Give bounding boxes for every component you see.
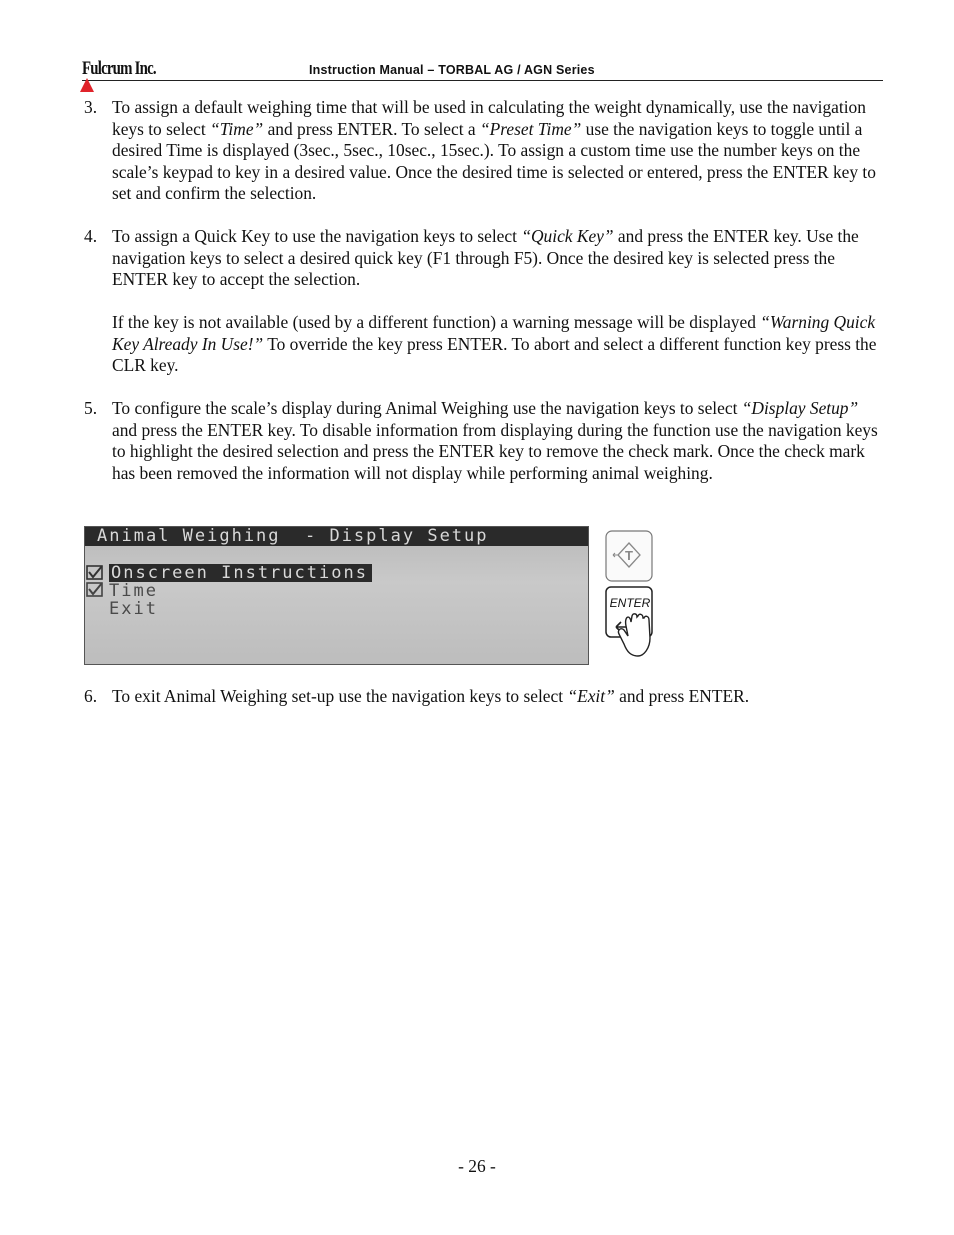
item-number: 4. bbox=[84, 226, 98, 246]
lcd-title: Animal Weighing - Display Setup bbox=[97, 526, 489, 546]
header-title: Instruction Manual – TORBAL AG / AGN Series bbox=[309, 63, 595, 77]
page-number: - 26 - bbox=[458, 1156, 496, 1176]
svg-text:T: T bbox=[625, 548, 633, 563]
lcd-option-exit: Exit bbox=[109, 599, 158, 619]
item-text: To assign a Quick Key to use the navigation keys to select “Quick Key” and press the ENTER key. Use the navigation keys to select a desired quick key (F1 through F5). Once the desired key is selected press the ENTER key to accept the selection. bbox=[112, 226, 859, 290]
logo-triangle-icon bbox=[80, 78, 94, 92]
item-text: To configure the scale’s display during Animal Weighing use the navigation keys to select “Display Setup” and press the ENTER key. To disable information from displaying during the function use the navigation keys to highlight the desired selection and press the ENTER key to remove the check mark. Once the check mark has been removed the information will not display while performing animal weighing. bbox=[112, 398, 878, 483]
item-text: To exit Animal Weighing set-up use the navigation keys to select “Exit” and press ENTER. bbox=[112, 686, 750, 706]
lcd-option-time: Time bbox=[109, 581, 158, 601]
page-header bbox=[82, 58, 883, 81]
checkbox-checked-icon bbox=[86, 565, 103, 580]
tare-key-icon bbox=[604, 530, 664, 584]
enter-key-label: ENTER bbox=[609, 596, 651, 610]
item-number: 3. bbox=[84, 97, 98, 117]
lcd-option-onscreen-instructions: Onscreen Instructions bbox=[109, 564, 372, 582]
company-logo: Fulcrum Inc. bbox=[82, 58, 156, 79]
keypad-illustration bbox=[604, 530, 664, 670]
lcd-title-bar bbox=[85, 527, 588, 546]
lcd-display-screenshot bbox=[84, 526, 589, 665]
item-text: To assign a default weighing time that will be used in calculating the weight dynamically, use the navigation keys to select “Time” and press ENTER. To select a “Preset Time” use the navigation keys to toggle until a desired Time is displayed (3sec., 5sec., 10sec., 15sec.). To assign a custom time use the number keys on the scale’s keypad to key in a desired value. Once the desired time is selected or entered, press the ENTER key to set and confirm the selection. bbox=[112, 97, 876, 204]
item-number: 5. bbox=[84, 398, 98, 418]
item-number: 6. bbox=[84, 686, 98, 706]
warning-note: If the key is not available (used by a different function) a warning message will be displayed “Warning Quick Key Already In Use!” To override the key press ENTER. To abort and select a different function key press the CLR key. bbox=[112, 312, 877, 376]
checkbox-checked-icon bbox=[86, 582, 103, 597]
